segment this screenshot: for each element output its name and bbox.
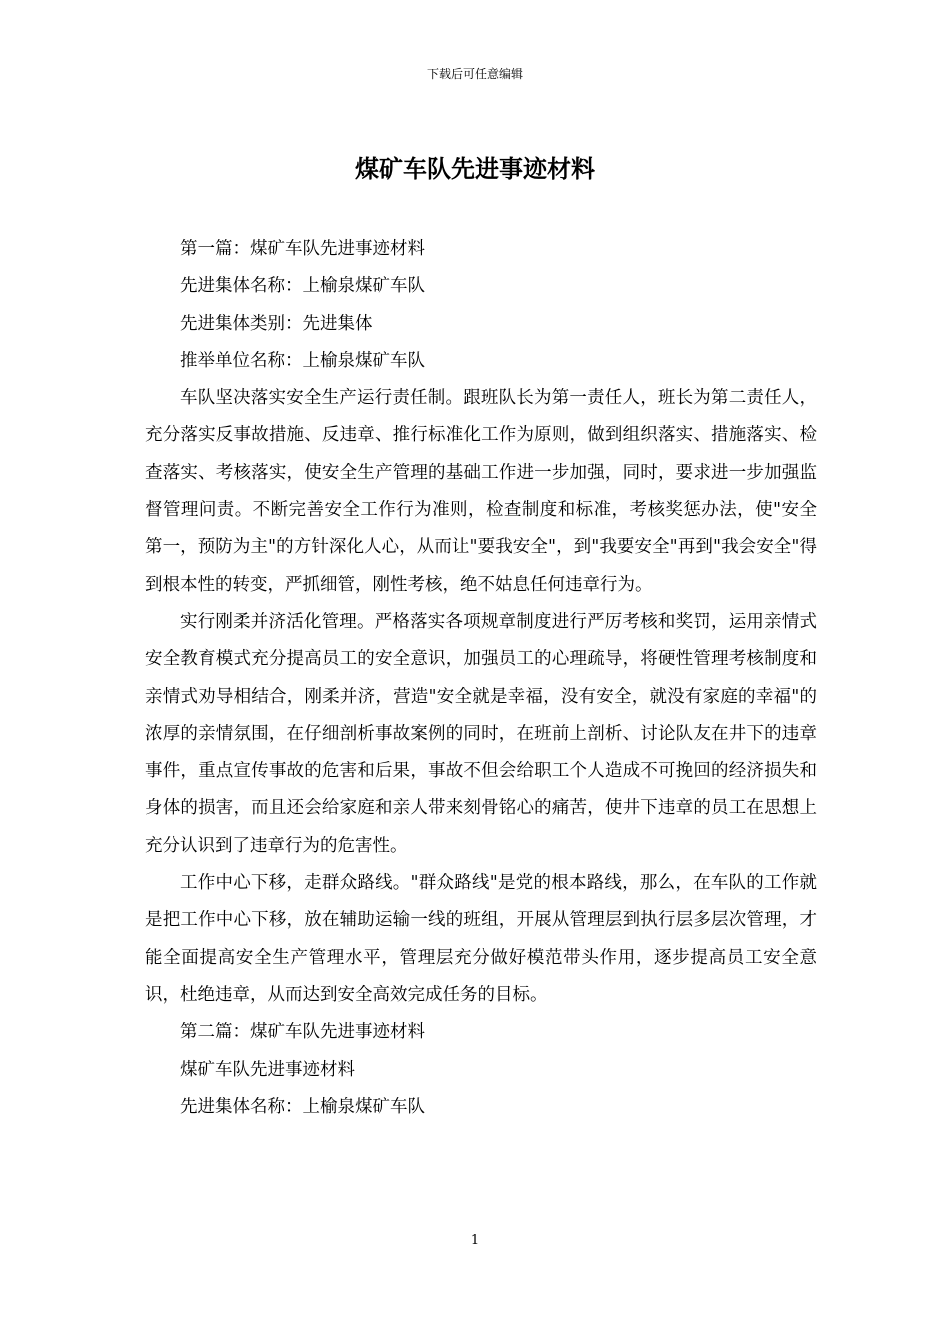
body-paragraph: 工作中心下移，走群众路线。"群众路线"是党的根本路线，那么，在车队的工作就是把工作中心下移，放在辅助运输一线的班组，开展从管理层到执行层多层次管理，才能全面提高安全生产管理水平，管理层充分做好模范带头作用，逐步提高员工安全意识，杜绝违章，从而达到安全高效完成任务的目标。 — [145, 873, 817, 1005]
section-heading-1: 第一篇：煤矿车队先进事迹材料 — [180, 239, 425, 259]
document-title: 煤矿车队先进事迹材料 — [355, 154, 595, 183]
subheading-line: 煤矿车队先进事迹材料 — [180, 1059, 355, 1080]
body-paragraph: 实行刚柔并济活化管理。严格落实各项规章制度进行严厉考核和奖罚，运用亲情式安全教育模式充分提高员工的安全意识，加强员工的心理疏导，将硬性管理考核制度和亲情式劝导相结合，刚柔并济，营造"安全就是幸福，没有安全，就没有家庭的幸福"的浓厚的亲情氛围，在仔细剖析事故案例的同时，在班前上剖析、讨论队友在井下的违章事件，重点宣传事故的危害和后果，事故不但会给职工个人造成不可挽回的经济损失和身体的损害，而且还会给家庭和亲人带来刻骨铭心的痛苦，使井下违章的员工在思想上充分认识到了违章行为的危害性。 — [145, 611, 817, 856]
collective-name-line: 先进集体名称：上榆泉煤矿车队 — [180, 1096, 425, 1117]
nominating-unit-line: 推举单位名称：上榆泉煤矿车队 — [180, 350, 425, 371]
collective-name-line: 先进集体名称：上榆泉煤矿车队 — [180, 276, 425, 297]
header-note: 下载后可任意编辑 — [426, 67, 523, 81]
body-paragraph: 车队坚决落实安全生产运行责任制。跟班队长为第一责任人，班长为第二责任人，充分落实反事故措施、反违章、推行标准化工作为原则，做到组织落实、措施落实、检查落实、考核落实，使安全生产管理的基础工作进一步加强，同时，要求进一步加强监督管理问责。不断完善安全工作行为准则，检查制度和标准，考核奖惩办法，使"安全第一，预防为主"的方针深化人心，从而让"要我安全"，到"我要安全"再到"我会安全"得到根本性的转变，严抓细管，刚性考核，绝不姑息任何违章行为。 — [145, 388, 817, 595]
collective-category-line: 先进集体类别：先进集体 — [180, 313, 373, 334]
page-number: 1 — [470, 1233, 480, 1248]
document-body — [145, 231, 817, 1126]
section-heading-2: 第二篇：煤矿车队先进事迹材料 — [180, 1022, 425, 1043]
